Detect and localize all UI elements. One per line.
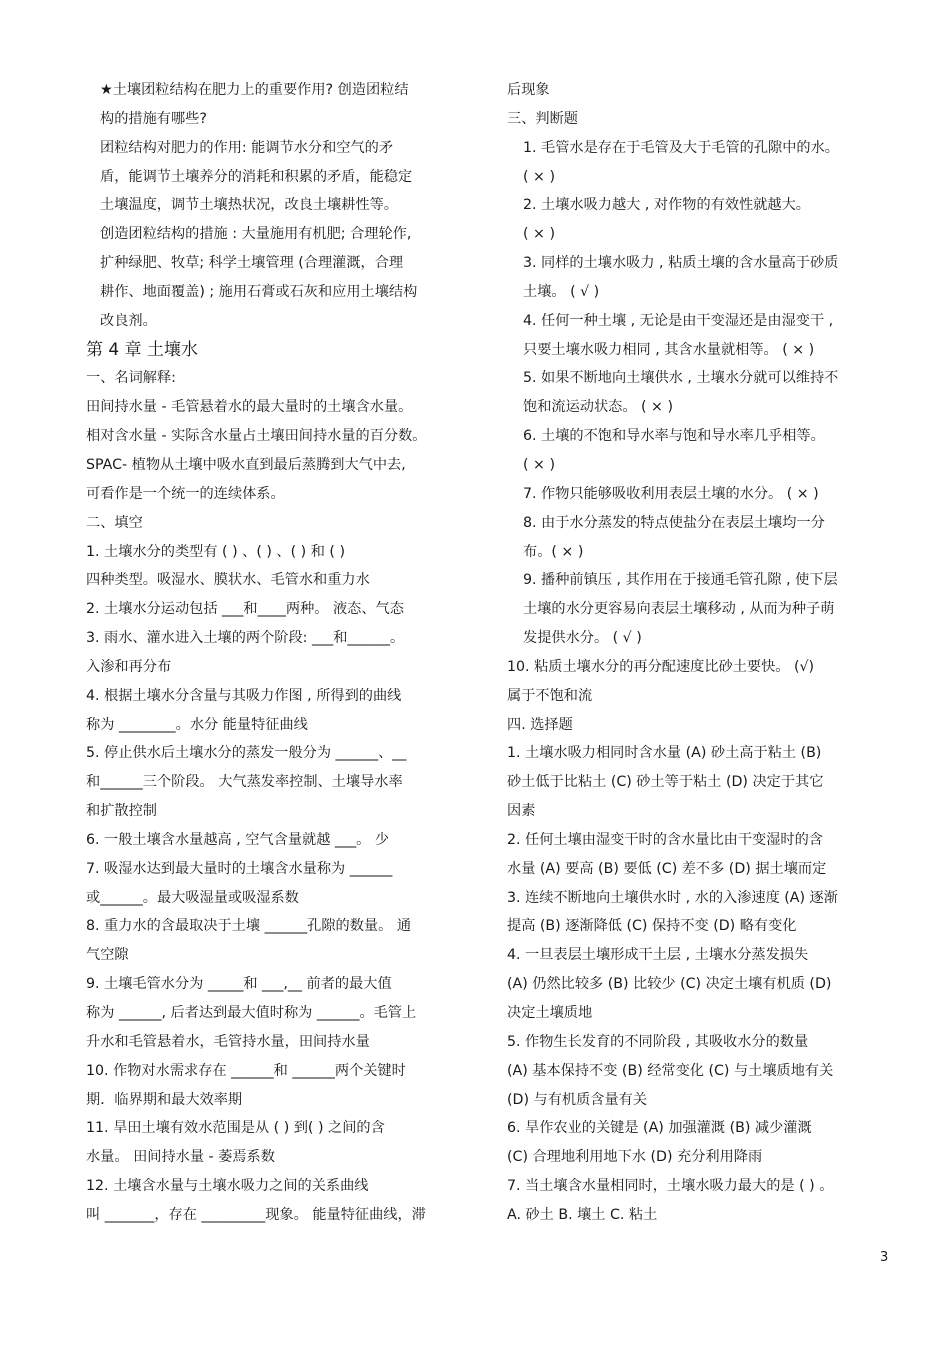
right-column xyxy=(507,76,899,1230)
text-line: 构的措施有哪些? xyxy=(100,110,207,127)
section-heading: 三、判断题 xyxy=(507,110,578,127)
text-line: 相对含水量 - 实际含水量占土壤田间持水量的百分数。 xyxy=(86,428,427,445)
text-line: 6. 一般土壤含水量越高 , 空气含量就越 ___。 少 xyxy=(86,831,390,848)
text-line: 10. 粘质土壤水分的再分配速度比砂土要快。 (√) xyxy=(507,658,815,675)
text-line: (A) 基本保持不变 (B) 经常变化 (C) 与土壤质地有关 xyxy=(507,1062,834,1079)
text-line: 9. 土壤毛管水分为 _____和 ___,__ 前者的最大值 xyxy=(86,976,392,993)
left-column xyxy=(86,76,478,1230)
text-line: 或______。最大吸湿量或吸湿系数 xyxy=(86,889,299,906)
text-line: 可看作是一个统一的连续体系。 xyxy=(86,485,285,502)
text-line: 7. 作物只能够吸收利用表层土壤的水分。 ( × ) xyxy=(523,485,819,502)
text-line: 8. 重力水的含最取决于土壤 ______孔隙的数量。 通 xyxy=(86,918,412,935)
text-line: 4. 根据土壤水分含量与其吸力作图 , 所得到的曲线 xyxy=(86,687,402,704)
text-line: 团粒结构对肥力的作用: 能调节水分和空气的矛 xyxy=(100,139,394,156)
text-line: 土壤。 ( √ ) xyxy=(523,283,600,300)
text-line: (A) 仍然比较多 (B) 比较少 (C) 决定土壤有机质 (D) xyxy=(507,976,832,993)
text-line: 4. 一旦表层土壤形成干土层 , 土壤水分蒸发损失 xyxy=(507,947,809,964)
answer-line: ( × ) xyxy=(523,168,555,185)
text-line: 砂土低于比粘土 (C) 砂土等于粘土 (D) 决定于其它 xyxy=(507,774,824,791)
text-line: 土壤温度，调节土壤热状况，改良土壤耕性等。 xyxy=(100,197,398,214)
text-line: 属于不饱和流 xyxy=(507,687,593,704)
text-line: 7. 吸湿水达到最大量时的土壤含水量称为 ______ xyxy=(86,860,393,877)
text-line: 10. 作物对水需求存在 ______和 ______两个关键时 xyxy=(86,1062,406,1079)
text-line: ★土壤团粒结构在肥力上的重要作用? 创造团粒结 xyxy=(100,82,409,98)
text-line: 耕作、地面覆盖) ; 施用石膏或石灰和应用土壤结构 xyxy=(100,283,418,300)
text-line: 和扩散控制 xyxy=(86,803,157,820)
text-line: 创造团粒结构的措施 : 大量施用有机肥; 合理轮作, xyxy=(100,226,412,243)
text-line: 决定土壤质地 xyxy=(507,1005,593,1021)
chapter-heading: 第 4 章 土壤水 xyxy=(86,339,199,360)
text-line: 布。( × ) xyxy=(523,543,584,560)
text-line: 发提供水分。 ( √ ) xyxy=(523,630,642,647)
text-line: 5. 停止供水后土壤水分的蒸发一般分为 ______、__ xyxy=(86,745,407,762)
text-line: 水量。 田间持水量 - 萎焉系数 xyxy=(86,1149,275,1166)
text-line: 土壤的水分更容易向表层土壤移动 , 从而为种子萌 xyxy=(523,601,835,618)
text-line: 9. 播种前镇压 , 其作用在于接通毛管孔隙 , 使下层 xyxy=(523,572,838,589)
text-line: 称为 ________。水分 能量特征曲线 xyxy=(86,716,308,733)
text-line: 2. 土壤水分运动包括 ___和____两种。 液态、气态 xyxy=(86,601,404,618)
text-line: 期．临界期和最大效率期 xyxy=(86,1091,243,1108)
text-line: 扩种绿肥、牧草; 科学土壤管理 (合理灌溉，合理 xyxy=(100,255,404,272)
section-heading: 一、名词解释: xyxy=(86,370,176,387)
text-line: 只要土壤水吸力相同 , 其含水量就相等。 ( × ) xyxy=(523,341,815,358)
text-line: A. 砂土 B. 壤土 C. 粘土 xyxy=(507,1206,658,1223)
text-line: 后现象 xyxy=(507,82,550,98)
text-line: 升水和毛管悬着水，毛管持水量，田间持水量 xyxy=(86,1033,370,1050)
answer-line: ( × ) xyxy=(523,456,555,473)
text-line: 2. 任何土壤由湿变干时的含水量比由干变湿时的含 xyxy=(507,831,823,848)
text-line: 称为 ______, 后者达到最大值时称为 ______。毛管上 xyxy=(86,1005,417,1021)
text-line: 1. 土壤水吸力相同时含水量 (A) 砂土高于粘土 (B) xyxy=(507,745,822,762)
text-line: 盾，能调节土壤养分的消耗和积累的矛盾，能稳定 xyxy=(100,168,413,185)
text-line: 入渗和再分布 xyxy=(86,658,172,675)
text-line: (D) 与有机质含量有关 xyxy=(507,1091,648,1108)
text-line: 4. 任何一种土壤 , 无论是由干变湿还是由湿变干 , xyxy=(523,312,834,329)
text-line: 5. 如果不断地向土壤供水 , 土壤水分就可以维持不 xyxy=(523,370,839,387)
text-line: 3. 连续不断地向土壤供水时 , 水的入渗速度 (A) 逐渐 xyxy=(507,889,838,906)
text-line: SPAC- 植物从土壤中吸水直到最后蒸腾到大气中去, xyxy=(86,456,406,473)
text-line: 因素 xyxy=(507,803,536,820)
text-line: 7. 当土壤含水量相同时，土壤水吸力最大的是 ( ) 。 xyxy=(507,1178,834,1195)
text-line: 3. 同样的土壤水吸力 , 粘质土壤的含水量高于砂质 xyxy=(523,255,839,272)
text-line: 叫 _______，存在 _________现象。 能量特征曲线，滞 xyxy=(86,1206,426,1223)
text-line: 1. 土壤水分的类型有 ( ) 、( ) 、( ) 和 ( ) xyxy=(86,543,345,560)
text-line: 水量 (A) 要高 (B) 要低 (C) 差不多 (D) 据土壤而定 xyxy=(507,860,827,877)
text-line: 11. 旱田土壤有效水范围是从 ( ) 到( ) 之间的含 xyxy=(86,1120,385,1137)
text-line: (C) 合理地利用地下水 (D) 充分利用降雨 xyxy=(507,1149,763,1166)
text-line: 1. 毛管水是存在于毛管及大于毛管的孔隙中的水。 xyxy=(523,139,839,156)
page-number: 3 xyxy=(880,1250,889,1265)
text-line: 12. 土壤含水量与土壤水吸力之间的关系曲线 xyxy=(86,1178,369,1195)
section-heading: 二、填空 xyxy=(86,514,143,531)
text-line: 和______三个阶段。 大气蒸发率控制、土壤导水率 xyxy=(86,774,403,791)
text-line: 饱和流运动状态。 ( × ) xyxy=(523,399,673,416)
section-heading: 四. 选择题 xyxy=(507,716,573,733)
text-line: 6. 土壤的不饱和导水率与饱和导水率几乎相等。 xyxy=(523,428,825,445)
text-line: 8. 由于水分蒸发的特点使盐分在表层土壤均一分 xyxy=(523,514,825,531)
text-line: 2. 土壤水吸力越大 , 对作物的有效性就越大。 xyxy=(523,197,810,214)
text-line: 气空隙 xyxy=(86,947,129,964)
text-line: 四种类型。吸湿水、膜状水、毛管水和重力水 xyxy=(86,572,370,589)
answer-line: ( × ) xyxy=(523,226,555,243)
text-line: 5. 作物生长发育的不同阶段 , 其吸收水分的数量 xyxy=(507,1033,809,1050)
text-line: 3. 雨水、灌水进入土壤的两个阶段: ___和______。 xyxy=(86,630,405,647)
text-line: 提高 (B) 逐渐降低 (C) 保持不变 (D) 略有变化 xyxy=(507,918,797,935)
text-line: 6. 旱作农业的关键是 (A) 加强灌溉 (B) 减少灌溉 xyxy=(507,1120,812,1137)
text-line: 田间持水量 - 毛管悬着水的最大量时的土壤含水量。 xyxy=(86,399,413,416)
text-line: 改良剂。 xyxy=(100,312,157,329)
